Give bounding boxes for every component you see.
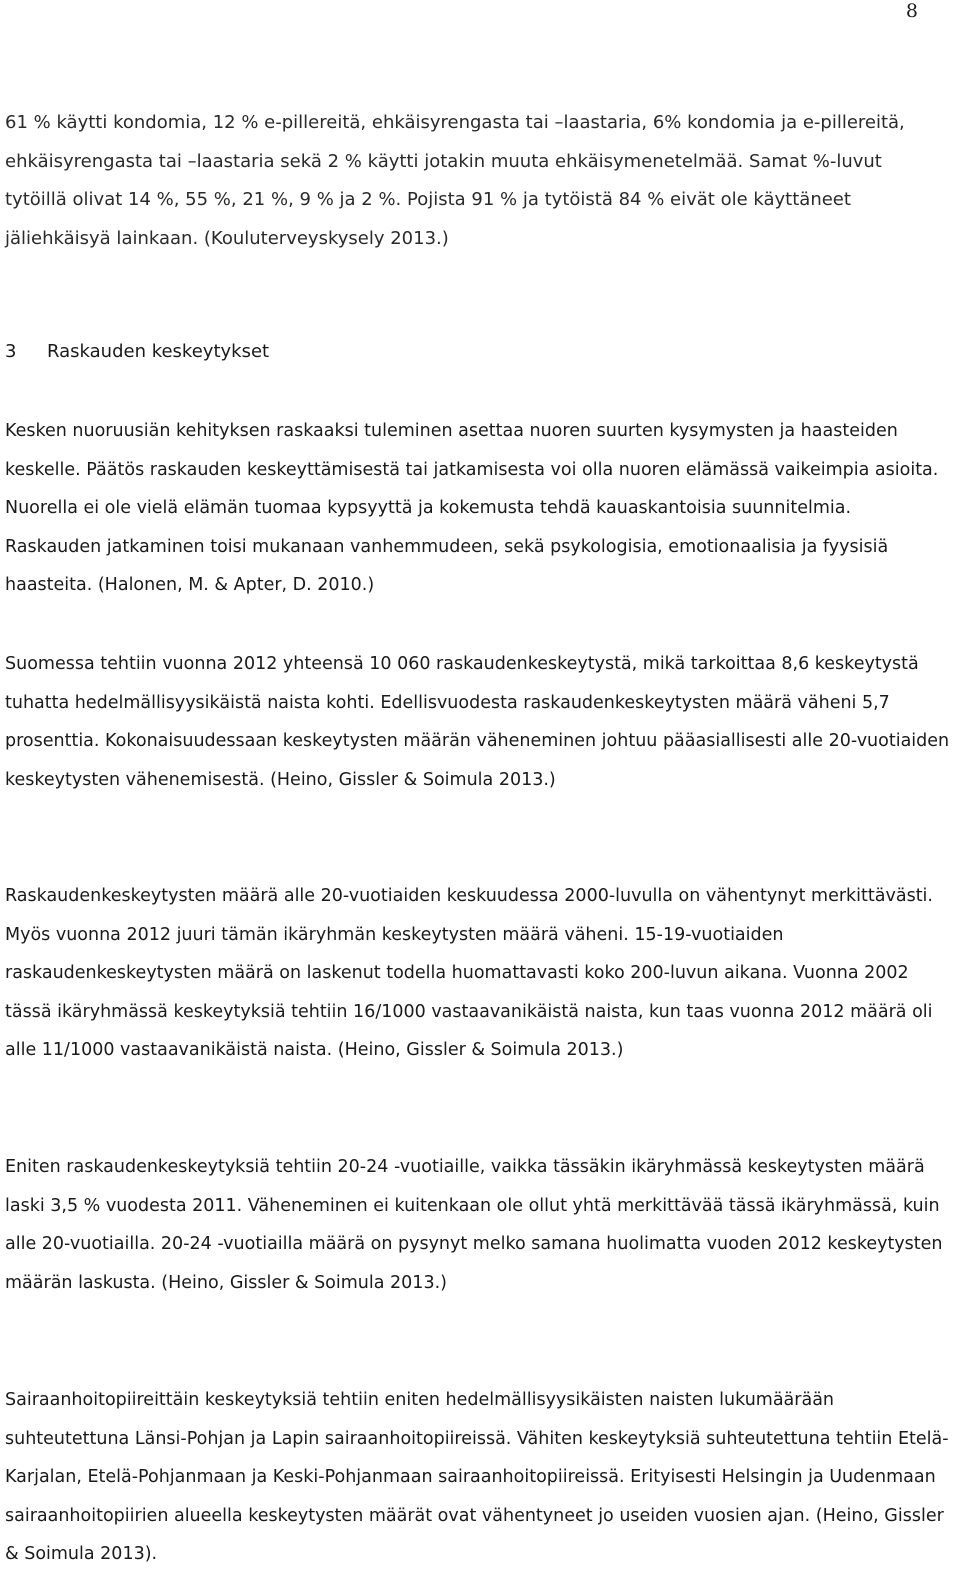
body-paragraph-5: Sairaanhoitopiireittäin keskeytyksiä tehtiin eniten hedelmällisyysikäisten naisten lukumäärään suhteutettuna Länsi-Pohjan ja Lapin sairaanhoitopiireissä. Vähiten keskeytyksiä suhteutettuna tehtiin Etelä-Karjalan, Etelä-Pohjanmaan ja Keski-Pohjanmaan sairaanhoitopiireissä. Erityisesti Helsingin ja Uudenmaan sairaanhoitopiirien alueella keskeytysten määrät ovat vähentyneet jo useiden vuosien ajan. (Heino, Gissler & Soimula 2013). [5,1390,949,1565]
body-paragraph-4: Eniten raskaudenkeskeytyksiä tehtiin 20-24 -vuotiaille, vaikka tässäkin ikäryhmässä keskeytysten määrä laski 3,5 % vuodesta 2011. Väheneminen ei kuitenkaan ole ollut yhtä merkittävää tässä ikäryhmässä, kuin alle 20-vuotiailla. 20-24 -vuotiailla määrä on pysynyt melko samana huolimatta vuoden 2012 keskeytysten määrän laskusta. (Heino, Gissler & Soimula 2013.) [5,1157,943,1293]
body-paragraph-1: Kesken nuoruusiän kehityksen raskaaksi tuleminen asettaa nuoren suurten kysymysten ja haasteiden keskelle. Päätös raskauden keskeyttämisestä tai jatkamisesta voi olla nuoren elämässä vaikeimpia asioita. Nuorella ei ole vielä elämän tuomaa kypsyyttä ja kokemusta tehdä kauaskantoisia suunnitelmia. Raskauden jatkaminen toisi mukanaan vanhemmudeen, sekä psykologisia, emotionaalisia ja fyysisiä haasteita. (Halonen, M. & Apter, D. 2010.) [5,421,939,596]
section-title: Raskauden keskeytykset [47,341,270,362]
intro-paragraph: 61 % käytti kondomia, 12 % e-pillereitä, ehkäisyrengasta tai –laastaria, 6% kondomia ja e-pillereitä, ehkäisyrengasta tai –laastaria sekä 2 % käytti jotakin muuta ehkäisymenetelmää. Samat %-luvut tytöillä olivat 14 %, 55 %, 21 %, 9 % ja 2 %. Pojista 91 % ja tytöistä 84 % eivät ole käyttäneet jäliehkäisyä lainkaan. (Kouluterveyskysely 2013.) [5,112,905,249]
body-paragraph-3: Raskaudenkeskeytysten määrä alle 20-vuotiaiden keskuudessa 2000-luvulla on vähentynyt merkittävästi. Myös vuonna 2012 juuri tämän ikäryhmän keskeytysten määrä väheni. 15-19-vuotiaiden raskaudenkeskeytysten määrä on laskenut todella huomattavasti koko 200-luvun aikana. Vuonna 2002 tässä ikäryhmässä keskeytyksiä tehtiin 16/1000 vastaavanikäistä naista, kun taas vuonna 2012 määrä oli alle 11/1000 vastaavanikäistä naista. (Heino, Gissler & Soimula 2013.) [5,886,933,1061]
page-number: 8 [905,0,918,22]
section-heading [5,337,269,367]
section-number: 3 [5,341,17,362]
body-paragraph-2: Suomessa tehtiin vuonna 2012 yhteensä 10 060 raskaudenkeskeytystä, mikä tarkoittaa 8,6 keskeytystä tuhatta hedelmällisyysikäistä naista kohti. Edellisvuodesta raskaudenkeskeytysten määrä väheni 5,7 prosenttia. Kokonaisuudessaan keskeytysten määrän väheneminen johtuu pääasiallisesti alle 20-vuotiaiden keskeytysten vähenemisestä. (Heino, Gissler & Soimula 2013.) [5,654,950,790]
